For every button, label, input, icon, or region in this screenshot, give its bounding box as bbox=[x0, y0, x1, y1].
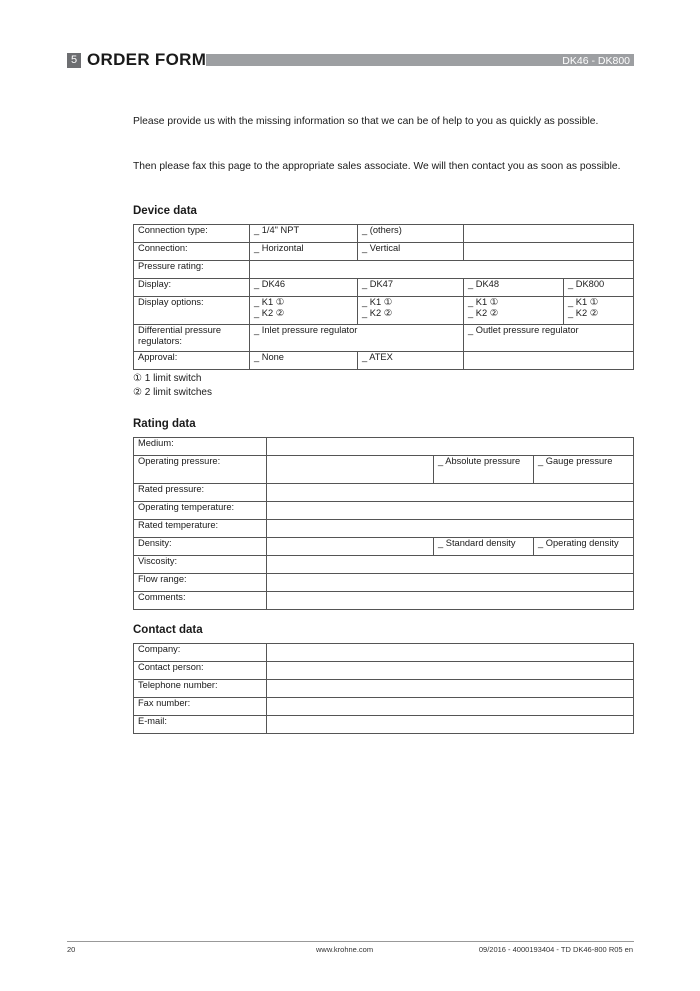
operating-temperature-label: Operating temperature: bbox=[134, 502, 267, 520]
k1-option[interactable]: _ K1 ① bbox=[254, 297, 285, 307]
k1-option[interactable]: _ K1 ① bbox=[468, 297, 499, 307]
rated-pressure-field[interactable] bbox=[267, 484, 634, 502]
company-label: Company: bbox=[134, 644, 267, 662]
page-title: ORDER FORM bbox=[87, 50, 207, 69]
k2-option[interactable]: _ K2 ② bbox=[254, 308, 285, 318]
inlet-regulator-option[interactable]: _ Inlet pressure regulator bbox=[250, 325, 464, 352]
telephone-field[interactable] bbox=[267, 680, 634, 698]
connection-horizontal-option[interactable]: _ Horizontal bbox=[250, 243, 358, 261]
intro-paragraph-2: Then please fax this page to the appropriate sales associate. We will then contact you as soon as possible. bbox=[133, 161, 621, 172]
contact-data-heading: Contact data bbox=[133, 624, 203, 636]
k2-option[interactable]: _ K2 ② bbox=[362, 308, 393, 318]
approval-field[interactable] bbox=[464, 352, 634, 370]
rated-temperature-field[interactable] bbox=[267, 520, 634, 538]
table-row bbox=[134, 716, 634, 734]
contact-person-field[interactable] bbox=[267, 662, 634, 680]
display-label: Display: bbox=[134, 279, 250, 297]
comments-field[interactable] bbox=[267, 592, 634, 610]
legend-2-limit-switches: ② 2 limit switches bbox=[133, 387, 212, 398]
approval-atex-option[interactable]: _ ATEX bbox=[358, 352, 464, 370]
display-dk48-option[interactable]: _ DK48 bbox=[464, 279, 564, 297]
contact-data-table bbox=[133, 643, 634, 734]
rated-pressure-label: Rated pressure: bbox=[134, 484, 267, 502]
table-row bbox=[134, 662, 634, 680]
device-data-heading: Device data bbox=[133, 205, 197, 217]
medium-field[interactable] bbox=[267, 438, 634, 456]
rated-temperature-label: Rated temperature: bbox=[134, 520, 267, 538]
table-row bbox=[134, 352, 634, 370]
operating-pressure-field[interactable] bbox=[267, 456, 434, 484]
gauge-pressure-option[interactable]: _ Gauge pressure bbox=[534, 456, 634, 484]
table-row bbox=[134, 644, 634, 662]
table-row bbox=[134, 574, 634, 592]
model-range: DK46 - DK800 bbox=[562, 55, 630, 67]
connection-label: Connection: bbox=[134, 243, 250, 261]
table-row bbox=[134, 438, 634, 456]
display-dk47-option[interactable]: _ DK47 bbox=[358, 279, 464, 297]
company-field[interactable] bbox=[267, 644, 634, 662]
connection-vertical-option[interactable]: _ Vertical bbox=[358, 243, 464, 261]
connection-others-option[interactable]: _ (others) bbox=[358, 225, 464, 243]
connection-field[interactable] bbox=[464, 243, 634, 261]
table-row bbox=[134, 538, 634, 556]
k1-option[interactable]: _ K1 ① bbox=[362, 297, 393, 307]
display-options-label: Display options: bbox=[134, 297, 250, 325]
section-number: 5 bbox=[67, 53, 81, 68]
absolute-pressure-option[interactable]: _ Absolute pressure bbox=[434, 456, 534, 484]
table-row bbox=[134, 297, 634, 325]
display-dk46-option[interactable]: _ DK46 bbox=[250, 279, 358, 297]
table-row bbox=[134, 325, 634, 352]
flow-range-label: Flow range: bbox=[134, 574, 267, 592]
table-row bbox=[134, 456, 634, 484]
table-row bbox=[134, 279, 634, 297]
table-row bbox=[134, 680, 634, 698]
standard-density-option[interactable]: _ Standard density bbox=[434, 538, 534, 556]
connection-npt-option[interactable]: _ 1/4" NPT bbox=[250, 225, 358, 243]
approval-label: Approval: bbox=[134, 352, 250, 370]
k2-option[interactable]: _ K2 ② bbox=[568, 308, 599, 318]
fax-field[interactable] bbox=[267, 698, 634, 716]
flow-range-field[interactable] bbox=[267, 574, 634, 592]
display-options-cell[interactable] bbox=[250, 297, 358, 325]
comments-label: Comments: bbox=[134, 592, 267, 610]
approval-none-option[interactable]: _ None bbox=[250, 352, 358, 370]
k1-option[interactable]: _ K1 ① bbox=[568, 297, 599, 307]
viscosity-field[interactable] bbox=[267, 556, 634, 574]
rating-data-table bbox=[133, 437, 634, 610]
rating-data-heading: Rating data bbox=[133, 418, 196, 430]
pressure-rating-label: Pressure rating: bbox=[134, 261, 250, 279]
connection-type-field[interactable] bbox=[464, 225, 634, 243]
footer-divider bbox=[67, 941, 634, 942]
operating-pressure-label: Operating pressure: bbox=[134, 456, 267, 484]
header-bar bbox=[206, 54, 634, 66]
section-header bbox=[67, 52, 634, 69]
operating-temperature-field[interactable] bbox=[267, 502, 634, 520]
email-field[interactable] bbox=[267, 716, 634, 734]
legend-1-limit-switch: ① 1 limit switch bbox=[133, 373, 202, 384]
outlet-regulator-option[interactable]: _ Outlet pressure regulator bbox=[464, 325, 634, 352]
table-row bbox=[134, 484, 634, 502]
operating-density-option[interactable]: _ Operating density bbox=[534, 538, 634, 556]
table-row bbox=[134, 592, 634, 610]
table-row bbox=[134, 502, 634, 520]
table-row bbox=[134, 520, 634, 538]
intro-paragraph-1: Please provide us with the missing information so that we can be of help to you as quickly as possible. bbox=[133, 116, 599, 127]
table-row bbox=[134, 556, 634, 574]
table-row bbox=[134, 698, 634, 716]
medium-label: Medium: bbox=[134, 438, 267, 456]
pressure-rating-field[interactable] bbox=[250, 261, 634, 279]
display-options-cell[interactable] bbox=[358, 297, 464, 325]
page-number: 20 bbox=[67, 945, 76, 954]
fax-label: Fax number: bbox=[134, 698, 267, 716]
display-options-cell[interactable] bbox=[564, 297, 634, 325]
device-data-table bbox=[133, 224, 634, 370]
diff-regulators-label: Differential pressure regulators: bbox=[134, 325, 250, 352]
connection-type-label: Connection type: bbox=[134, 225, 250, 243]
k2-option[interactable]: _ K2 ② bbox=[468, 308, 499, 318]
document-reference: 09/2016 - 4000193404 - TD DK46-800 R05 en bbox=[478, 945, 633, 954]
table-row bbox=[134, 243, 634, 261]
density-field[interactable] bbox=[267, 538, 434, 556]
contact-person-label: Contact person: bbox=[134, 662, 267, 680]
display-dk800-option[interactable]: _ DK800 bbox=[564, 279, 634, 297]
density-label: Density: bbox=[134, 538, 267, 556]
viscosity-label: Viscosity: bbox=[134, 556, 267, 574]
email-label: E-mail: bbox=[134, 716, 267, 734]
footer-url[interactable]: www.krohne.com bbox=[316, 945, 374, 954]
telephone-label: Telephone number: bbox=[134, 680, 267, 698]
table-row bbox=[134, 261, 634, 279]
table-row bbox=[134, 225, 634, 243]
display-options-cell[interactable] bbox=[464, 297, 564, 325]
legend bbox=[133, 372, 212, 400]
